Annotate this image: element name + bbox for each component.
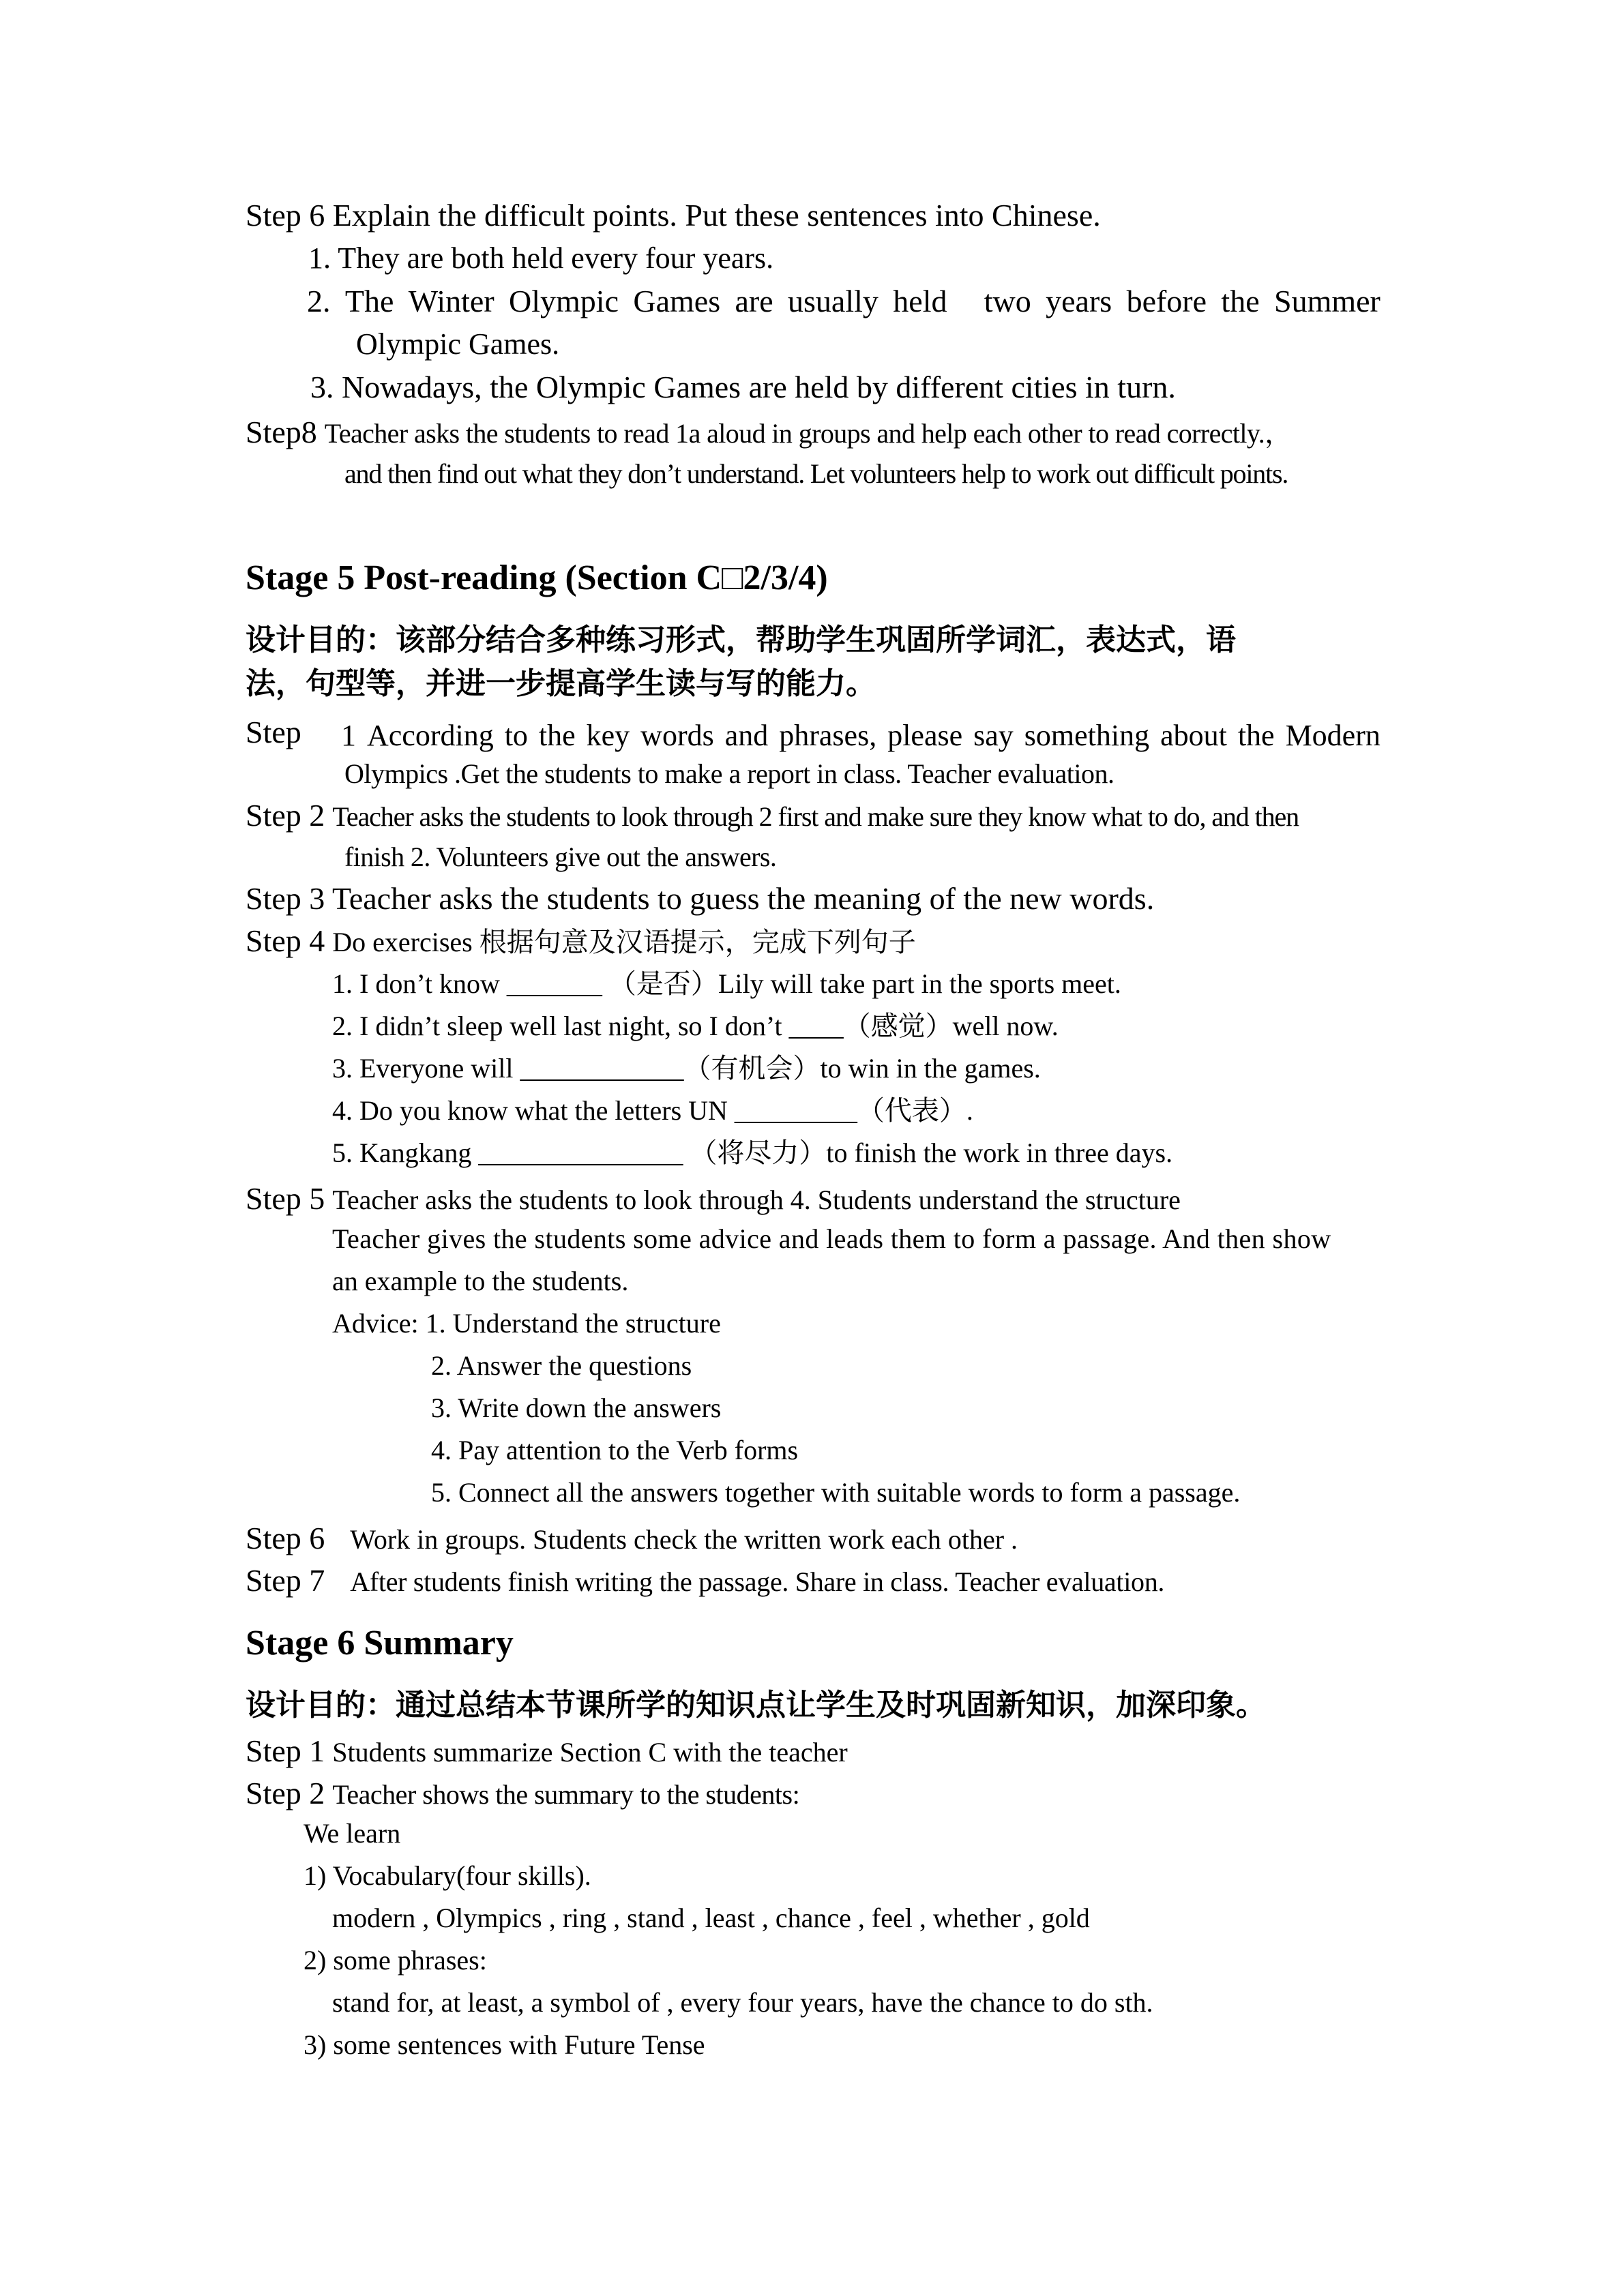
stage6-step2-label: Step 2 (246, 1776, 325, 1810)
step6-title: Step 6 Explain the difficult points. Put these sentences into Chinese. (246, 198, 1101, 233)
step8-line2: and then find out what they don’t understand. Let volunteers help to work out difficult points. (344, 458, 1288, 489)
exercise-2: 2. I didn’t sleep well last night, so I don’t ____（感觉）well now. (332, 1011, 1059, 1041)
stage5-step4 (246, 923, 916, 959)
exercise-1: 1. I don’t know _______ （是否）Lily will take part in the sports meet. (332, 968, 1121, 999)
phrases-list: stand for, at least, a symbol of , every four years, have the chance to do sth. (332, 1987, 1153, 2018)
step6-item-2: 2. The Winter Olympic Games are usually held two years before the Summer (307, 284, 1381, 318)
advice-item-2: 2. Answer the questions (431, 1350, 692, 1381)
stage5-step3: Step 3 Teacher asks the students to guess the meaning of the new words. (246, 881, 1155, 916)
exercise-3: 3. Everyone will ____________（有机会）to win in the games. (332, 1053, 1041, 1084)
vocab-list: modern , Olympics , ring , stand , least , chance , feel , whether , gold (332, 1903, 1090, 1933)
stage6-purpose: 设计目的：通过总结本节课所学的知识点让学生及时巩固新知识，加深印象。 (246, 1688, 1266, 1723)
stage6-step1 (246, 1733, 848, 1770)
we-learn: We learn (304, 1818, 401, 1849)
stage5-purpose-line1: 设计目的：该部分结合多种练习形式，帮助学生巩固所学词汇，表达式，语 (246, 623, 1236, 657)
advice-item-3: 3. Write down the answers (431, 1392, 722, 1423)
stage5-step4-label: Step 4 (246, 923, 325, 958)
stage5-step5-line2: Teacher gives the students some advice and leads them to form a passage. And then show (332, 1223, 1331, 1254)
step6-item-2-cont: Olympic Games. (356, 327, 560, 361)
step6-item-3: 3. Nowadays, the Olympic Games are held by different cities in turn. (310, 370, 1176, 404)
step6-item-1: 1. They are both held every four years. (308, 241, 774, 275)
stage6-step2 (246, 1776, 799, 1812)
stage5-step7-label: Step 7 (246, 1563, 325, 1598)
step8-line1: Teacher asks the students to read 1a aloud in groups and help each other to read correctly.， (324, 418, 1292, 449)
exercise-5: 5. Kangkang _______________ （将尽力）to finish the work in three days. (332, 1137, 1173, 1168)
advice-item-5: 5. Connect all the answers together with suitable words to form a passage. (431, 1477, 1241, 1508)
stage5-purpose-line2: 法，句型等，并进一步提高学生读与写的能力。 (246, 666, 876, 701)
stage5-step5-label: Step 5 (246, 1181, 325, 1216)
stage6-step1-text: Students summarize Section C with the teacher (332, 1737, 848, 1768)
stage5-step1-label: Step (246, 715, 301, 749)
stage5-step5 (246, 1181, 1181, 1217)
stage5-step1-line2: Olympics .Get the students to make a report in class. Teacher evaluation. (344, 758, 1114, 789)
stage5-step5-line3: an example to the students. (332, 1266, 629, 1296)
exercise-4: 4. Do you know what the letters UN _________（代表）. (332, 1095, 973, 1126)
stage5-step6-text: Work in groups. Students check the written work each other . (350, 1524, 1018, 1555)
stage6-step1-label: Step 1 (246, 1733, 325, 1768)
stage5-step1 (246, 715, 1381, 752)
step8-label: Step8 (246, 415, 317, 449)
stage5-step2-line2: finish 2. Volunteers give out the answers. (344, 841, 777, 872)
step8 (246, 415, 1292, 451)
advice-label: Advice: 1. Understand the structure (332, 1308, 721, 1339)
advice-item-4: 4. Pay attention to the Verb forms (431, 1435, 799, 1465)
stage5-step2-line1: Teacher asks the students to look through 2 first and make sure they know what to do, and then (332, 801, 1299, 832)
stage5-step2-label: Step 2 (246, 798, 325, 833)
stage5-step1-line1: 1 According to the key words and phrases, please say something about the Modern (341, 719, 1381, 752)
stage5-step6 (246, 1521, 1018, 1557)
stage5-step4-text: Do exercises 根据句意及汉语提示，完成下列句子 (332, 927, 916, 957)
vocab-label: 1) Vocabulary(four skills). (304, 1860, 591, 1891)
stage5-step7-text: After students finish writing the passage. Share in class. Teacher evaluation. (350, 1566, 1165, 1597)
stage5-step6-label: Step 6 (246, 1521, 325, 1555)
stage6-title: Stage 6 Summary (246, 1624, 514, 1663)
phrases-label: 2) some phrases: (304, 1945, 487, 1976)
stage6-step2-text: Teacher shows the summary to the students: (332, 1779, 800, 1810)
stage5-step5-line1: Teacher asks the students to look through 4. Students understand the structure (332, 1184, 1181, 1215)
stage5-step2 (246, 798, 1299, 834)
stage5-step7 (246, 1563, 1164, 1599)
sentences-label: 3) some sentences with Future Tense (304, 2029, 705, 2060)
stage5-title: Stage 5 Post-reading (Section C□2/3/4) (246, 558, 828, 597)
